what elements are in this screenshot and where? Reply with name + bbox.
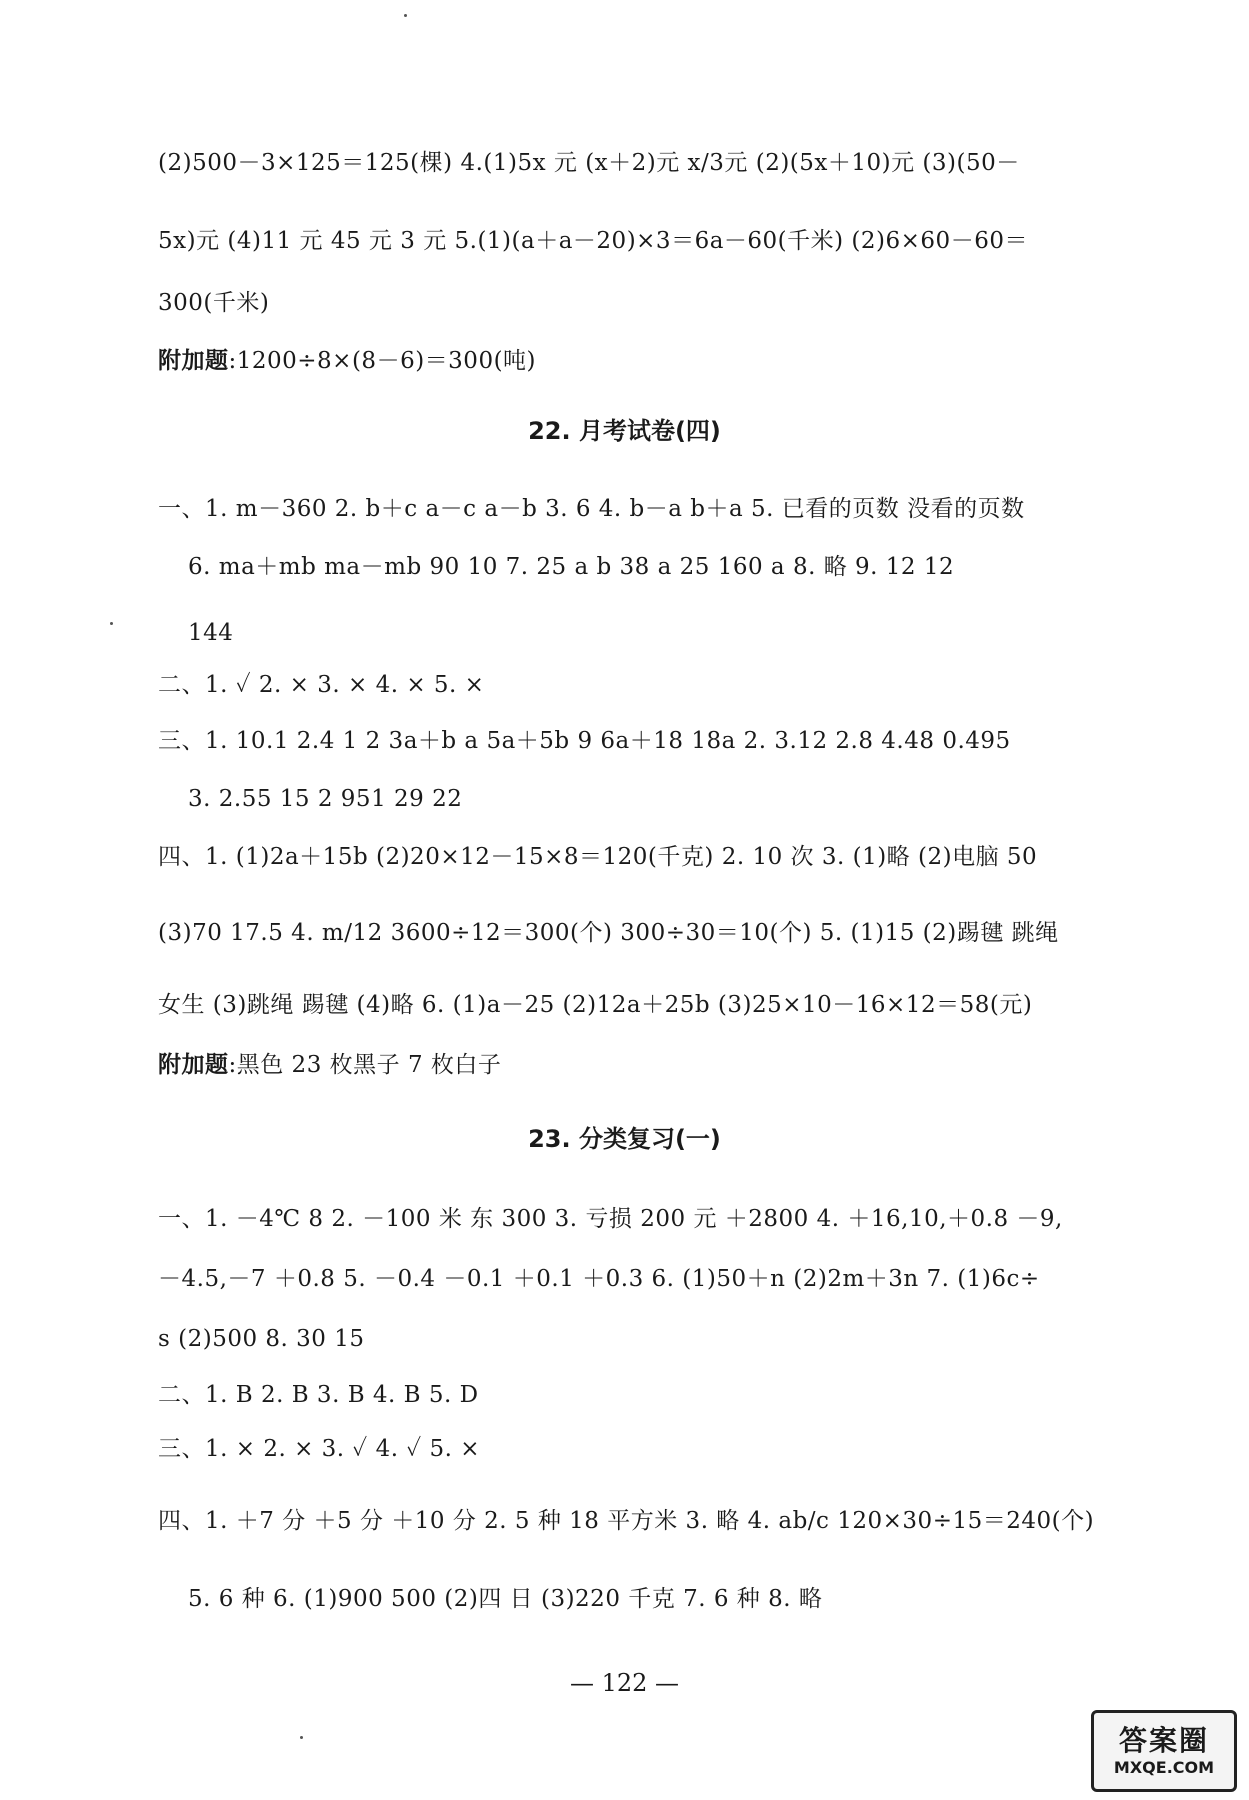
- answer-line: 300(千米): [158, 290, 270, 316]
- answer-line: 144: [188, 620, 234, 646]
- watermark-logo-text: 答案圈: [1118, 1724, 1209, 1757]
- answer-line: 5. 6 种 6. (1)900 500 (2)四 日 (3)220 千克 7. 6 种 8. 略: [188, 1586, 823, 1612]
- answer-line: 3. 2.55 15 2 951 29 22: [188, 786, 463, 812]
- watermark-url: MXQE.COM: [1113, 1758, 1215, 1777]
- extra-question-line: [158, 346, 1188, 376]
- answer-line: 6. ma＋mb ma－mb 90 10 7. 25 a b 38 a 25 160 a 8. 略 9. 12 12: [188, 554, 955, 580]
- extra-question-label: 附加题: [158, 1052, 229, 1078]
- answer-line: 二、1. ✓ 2. × 3. × 4. × 5. ×: [158, 672, 485, 698]
- answer-line: s (2)500 8. 30 15: [158, 1326, 365, 1352]
- scan-speck: [300, 1736, 303, 1739]
- extra-question-line: [158, 1050, 1188, 1080]
- answer-line: 四、1. ＋7 分 ＋5 分 ＋10 分 2. 5 种 18 平方米 3. 略 4. ab/c 120×30÷15＝240(个): [158, 1508, 1095, 1534]
- extra-question-answer: :黑色 23 枚黑子 7 枚白子: [228, 1052, 502, 1078]
- answer-line: (2)500－3×125＝125(棵) 4.(1)5x 元 (x＋2)元 x/3元 (2)(5x＋10)元 (3)(50－: [158, 150, 1020, 176]
- answer-line: 女生 (3)跳绳 踢毽 (4)略 6. (1)a－25 (2)12a＋25b (3)25×10－16×12＝58(元): [158, 992, 1033, 1018]
- section-title: 23. 分类复习(一): [528, 1125, 721, 1153]
- extra-question-answer: :1200÷8×(8－6)＝300(吨): [228, 348, 537, 374]
- scan-speck: [404, 14, 407, 17]
- page-number: — 122 —: [569, 1669, 680, 1697]
- answer-line: 三、1. × 2. × 3. ✓ 4. ✓ 5. ×: [158, 1436, 481, 1462]
- extra-question-label: 附加题: [158, 348, 229, 374]
- answer-line: 四、1. (1)2a＋15b (2)20×12－15×8＝120(千克) 2. 10 次 3. (1)略 (2)电脑 50: [158, 844, 1038, 870]
- section-title: 22. 月考试卷(四): [528, 417, 721, 445]
- answer-line: －4.5,－7 ＋0.8 5. －0.4 －0.1 ＋0.1 ＋0.3 6. (1)50＋n (2)2m＋3n 7. (1)6c÷: [158, 1266, 1040, 1292]
- watermark-logo: [1091, 1710, 1237, 1792]
- answer-line: 5x)元 (4)11 元 45 元 3 元 5.(1)(a＋a－20)×3＝6a－60(千米) (2)6×60－60＝: [158, 228, 1028, 254]
- answer-line: 一、1. m－360 2. b＋c a－c a－b 3. 6 4. b－a b＋a 5. 已看的页数 没看的页数: [158, 496, 1025, 522]
- answer-line: (3)70 17.5 4. m/12 3600÷12＝300(个) 300÷30＝10(个) 5. (1)15 (2)踢毽 跳绳: [158, 920, 1059, 946]
- answer-line: 二、1. B 2. B 3. B 4. B 5. D: [158, 1382, 479, 1408]
- answer-line: 三、1. 10.1 2.4 1 2 3a＋b a 5a＋5b 9 6a＋18 18a 2. 3.12 2.8 4.48 0.495: [158, 728, 1011, 754]
- scan-speck: [110, 622, 113, 625]
- answer-line: 一、1. －4℃ 8 2. －100 米 东 300 3. 亏损 200 元 ＋2800 4. ＋16,10,＋0.8 －9,: [158, 1206, 1063, 1232]
